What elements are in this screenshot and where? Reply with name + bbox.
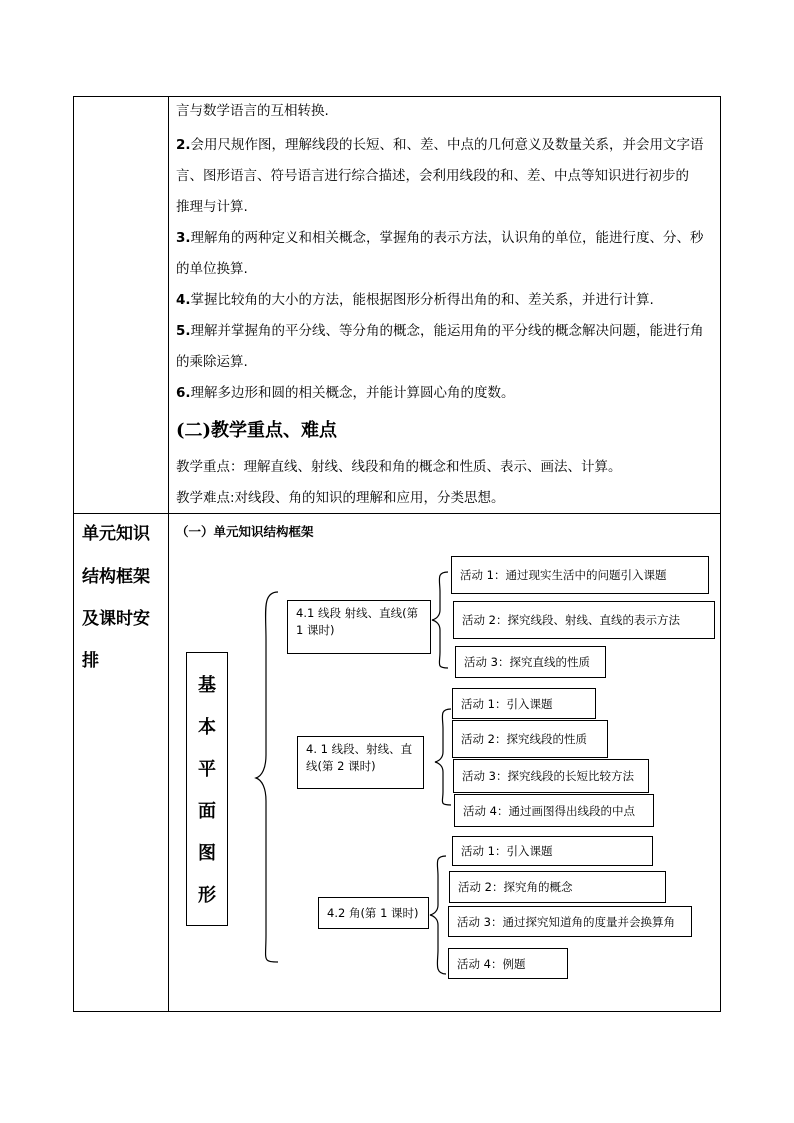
row-header-line-4: 排: [82, 651, 99, 671]
objective-line-0: 言与数学语言的互相转换.: [176, 103, 329, 119]
objective-item-4: 4.掌握比较角的大小的方法，能根据图形分析得出角的和、差关系，并进行计算.: [176, 292, 654, 308]
lesson-3-activity-3: 活动 3：通过探究知道角的度量并会换算角: [448, 906, 692, 937]
lesson-2-box: 4. 1 线段、射线、直线(第 2 课时): [297, 736, 424, 789]
root-brace: [256, 592, 278, 962]
objective-item-5: 5.理解并掌握角的平分线、等分角的概念，能运用角的平分线的概念解决问题，能进行角: [176, 323, 704, 339]
lesson-1-activity-2: 活动 2：探究线段、射线、直线的表示方法: [453, 601, 715, 639]
lesson-3-box: 4.2 角(第 1 课时): [318, 897, 429, 929]
row-header-line-2: 结构框架: [82, 567, 150, 587]
objective-item-2-line-3: 推理与计算.: [176, 199, 248, 215]
difficulties-text: 教学难点:对线段、角的知识的理解和应用，分类思想。: [176, 490, 505, 506]
objective-item-2-line-2: 言、图形语言、符号语言进行综合描述，会利用线段的和、差、中点等知识进行初步的: [176, 168, 689, 184]
lesson-1-activity-3: 活动 3：探究直线的性质: [455, 646, 606, 678]
root-char: 形: [198, 885, 216, 906]
item-number: 3.: [176, 230, 191, 246]
section-heading-key-points: (二)教学重点、难点: [176, 420, 338, 441]
lesson-1-activity-1: 活动 1：通过现实生活中的问题引入课题: [451, 556, 709, 594]
objective-item-5-line-2: 的乘除运算.: [176, 354, 248, 370]
key-points-text: 教学重点：理解直线、射线、线段和角的概念和性质、表示、画法、计算。: [176, 459, 622, 475]
lesson-3-activity-1: 活动 1：引入课题: [452, 836, 653, 866]
lesson-2-activity-4: 活动 4：通过画图得出线段的中点: [454, 794, 654, 827]
objective-item-2: 2.会用尺规作图，理解线段的长短、和、差、中点的几何意义及数量关系，并会用文字语: [176, 137, 704, 153]
root-char: 本: [198, 717, 216, 738]
lesson-3-activity-4: 活动 4：例题: [448, 948, 568, 979]
objective-item-3-line-2: 的单位换算.: [176, 261, 248, 277]
objective-item-3: 3.理解角的两种定义和相关概念，掌握角的表示方法，认识角的单位，能进行度、分、秒: [176, 230, 704, 246]
item-number: 4.: [176, 292, 191, 308]
lesson-2-activity-2: 活动 2：探究线段的性质: [452, 720, 608, 758]
root-topic-box: [186, 652, 228, 926]
item-number: 2.: [176, 137, 191, 153]
root-char: 图: [198, 843, 216, 864]
item-number: 5.: [176, 323, 191, 339]
row-header-line-1: 单元知识: [82, 524, 150, 544]
lesson3-brace: [430, 856, 446, 974]
row-header-line-3: 及课时安: [82, 609, 150, 629]
root-char: 面: [198, 801, 216, 822]
lesson-2-activity-3: 活动 3：探究线段的长短比较方法: [453, 759, 649, 793]
lesson-2-activity-1: 活动 1：引入课题: [452, 688, 596, 719]
root-char: 基: [198, 675, 216, 696]
lesson-1-box: 4.1 线段 射线、直线(第 1 课时): [287, 600, 431, 654]
objective-item-6: 6.理解多边形和圆的相关概念，并能计算圆心角的度数。: [176, 385, 515, 401]
lesson2-brace: [435, 709, 451, 805]
lesson1-brace: [432, 572, 448, 668]
lesson-3-activity-2: 活动 2：探究角的概念: [449, 871, 666, 903]
root-char: 平: [198, 759, 216, 780]
item-number: 6.: [176, 385, 191, 401]
framework-subheading: （一）单元知识结构框架: [176, 524, 314, 539]
